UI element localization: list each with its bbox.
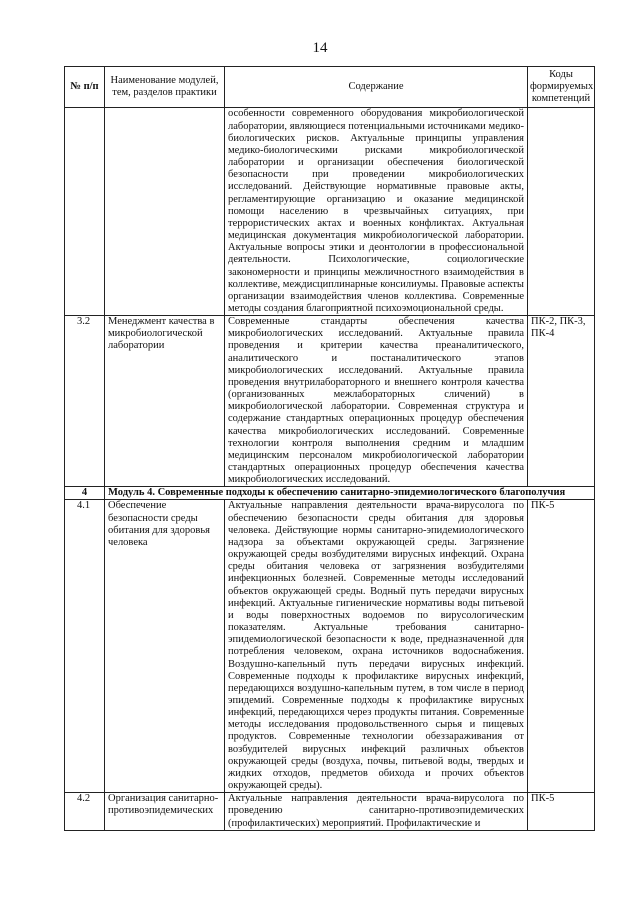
row-content: Современные стандарты обеспечения качества микробиологических исследований. Актуальные правила проведения и критерии качества преаналитического, аналитического и постаналитического этапов микробиологических исследований. Актуальные правила проведения внутрилабораторного и внешнего контроля качества (организованных межлабораторных сличений) в микробиологической лаборатории. Современная структура и содержание стандартных операционных процедур обеспечения качества микробиологических исследований. Современные технологии контроля выполнения средним и младшим медицинским персоналом микробиологической лаборатории стандартных операционных процедур обеспечения качества микробиологических исследований. (225, 316, 528, 487)
row-content: особенности современного оборудования микробиологической лаборатории, являющиеся потенциальными источниками медико-биологических рисков. Актуальные принципы управления медико-биологическими рисками микробиологической лаборатории и организации обеспечения биологической безопасности при проведении микробиологических исследований. Действующие нормативные правовые акты, регламентирующие организацию и оказание медицинской помощи населению в чрезвычайных ситуациях, при террористических актах и военных конфликтах. Актуальная медицинская документация микробиологической лаборатории. Актуальные вопросы этики и деонтологии в профессиональной деятельности. Психологические, социологические закономерности и принципы межличностного взаимодействия в коллективе, междисциплинарные консилиумы. Правовые аспекты организации взаимодействия членов коллектива. Современные методы создания благоприятной психоэмоциональной среды. (225, 108, 528, 316)
header-num: № п/п (65, 67, 105, 108)
row-codes: ПК-5 (528, 500, 595, 793)
header-codes: Коды формируемых компетенций (528, 67, 595, 108)
module-title: Модуль 4. Современные подходы к обеспечению санитарно-эпидемиологического благополучия (105, 487, 595, 500)
row-content: Актуальные направления деятельности врача-вирусолога по обеспечению безопасности среды обитания для здоровья человека. Действующие нормы санитарно-эпидемиологического надзора за объектами окружающей среды. Загрязнение окружающей среды возбудителями вирусных инфекций. Охрана среды обитания человека от загрязнения возбудителями инфекционных болезней. Современные методы исследований объектов окружающей среды. Водный путь передачи вирусных инфекций. Актуальные гигиенические нормативы воды питьевой и воды поверхностных водоемов по вирусологическим показателям. Актуальные требования санитарно-эпидемиологической безопасности к воде, предназначенной для потребления человеком, охрана источников водоснабжения. Воздушно-капельный путь передачи вирусных инфекций. Современные подходы к профилактике вирусных инфекций, передающихся воздушно-капельным путем, в том числе в период эпидемий. Современные подходы к профилактике вирусных инфекций, передающихся через продукты питания. Современные методы исследования продовольственного сырья и пищевых продуктов. Современные технологии обеззараживания от возбудителей вирусных инфекций различных объектов окружающей среды (воздуха, почвы, питьевой воды, твердых и жидких отходов, предметов обихода и прочих объектов окружающей среды). (225, 500, 528, 793)
row-codes: ПК-2, ПК-3, ПК-4 (528, 316, 595, 487)
header-name: Наименование модулей, тем, разделов практики (105, 67, 225, 108)
module-row (65, 487, 595, 500)
row-num (65, 108, 105, 316)
row-num: 4.2 (65, 793, 105, 830)
row-codes: ПК-5 (528, 793, 595, 830)
row-name (105, 108, 225, 316)
table-header-row (65, 67, 595, 108)
row-name: Обеспечение безопасности среды обитания для здоровья человека (105, 500, 225, 793)
row-num: 3.2 (65, 316, 105, 487)
module-num: 4 (65, 487, 105, 500)
row-codes (528, 108, 595, 316)
table-row (65, 316, 595, 487)
row-name: Менеджмент качества в микробиологической лаборатории (105, 316, 225, 487)
row-num: 4.1 (65, 500, 105, 793)
header-content: Содержание (225, 67, 528, 108)
row-content: Актуальные направления деятельности врача-вирусолога по проведению санитарно-противоэпидемических (профилактических) мероприятий. Профилактические и (225, 793, 528, 830)
page-number: 14 (312, 40, 328, 56)
table-row (65, 500, 595, 793)
table-row (65, 108, 595, 316)
table-row (65, 793, 595, 830)
row-name: Организация санитарно-противоэпидемических (105, 793, 225, 830)
curriculum-table (64, 66, 595, 831)
